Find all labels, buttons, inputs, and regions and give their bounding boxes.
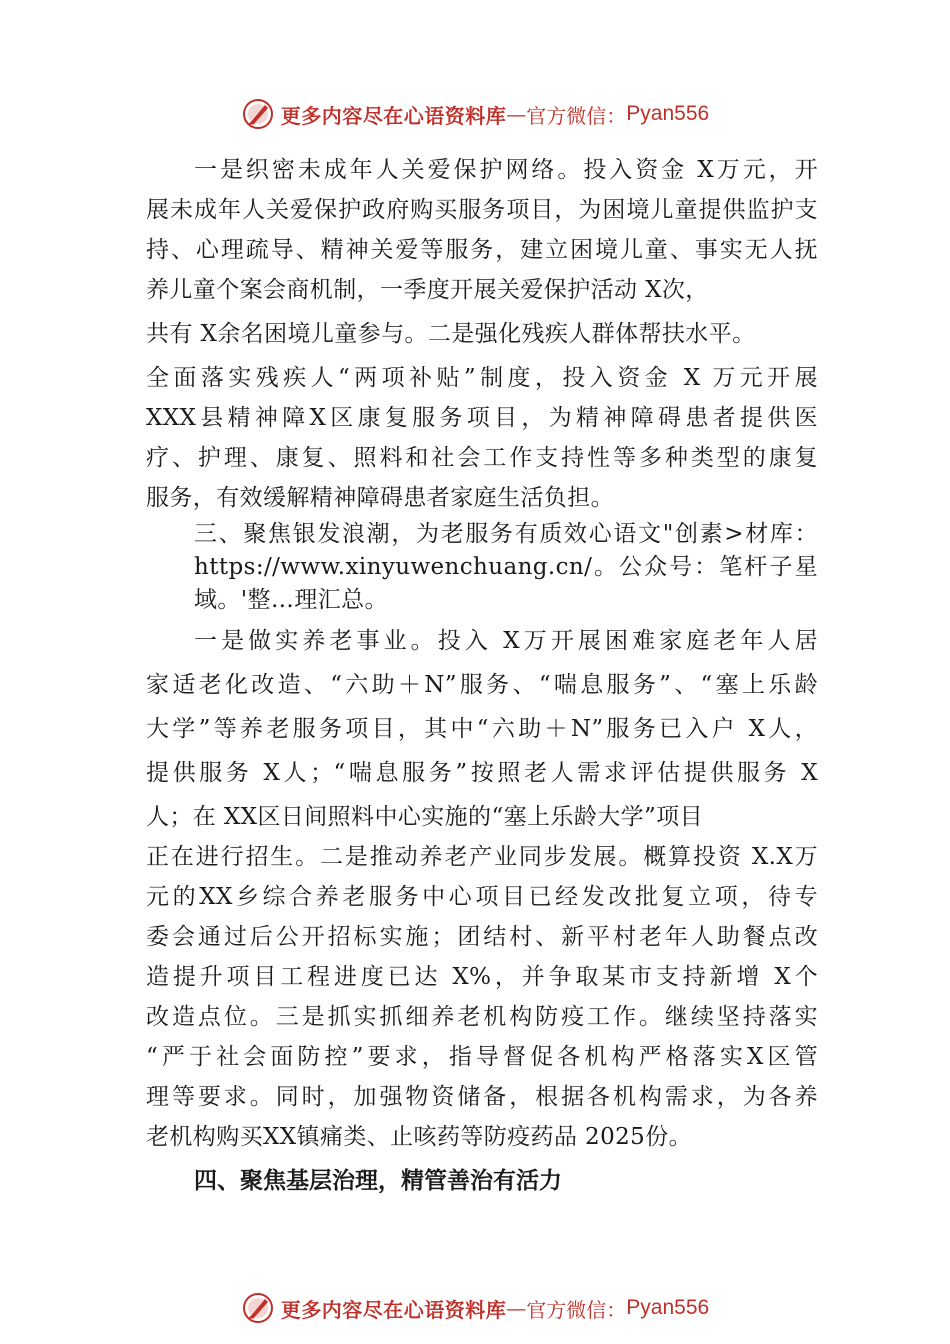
footer-banner — [0, 1288, 950, 1328]
text-line: 理等要求。同时，加强物资储备，根据各机构需求，为各养 — [146, 1084, 818, 1110]
banner-official-label: 官方微信： — [526, 103, 627, 128]
text-line: 家适老化改造、“六助＋N”服务、“喘息服务”、“塞上乐龄 — [146, 672, 818, 698]
header-banner — [0, 94, 950, 134]
paragraph-2 — [146, 518, 818, 617]
banner-brand: 更多内容尽在心语资料库 — [280, 1297, 507, 1322]
paragraph-1 — [146, 150, 818, 518]
text-line: 提供服务 X人；“喘息服务”按照老人需求评估提供服务 X — [146, 760, 818, 786]
link-line: https://www.xinyuwenchuang.cn/。公众号：笔杆子星 — [194, 554, 818, 580]
text-line: 共有 X余名困境儿童参与。二是强化残疾人群体帮扶水平。 — [146, 321, 756, 347]
text-line: 展未成年人关爱保护政府购买服务项目，为困境儿童提供监护支 — [146, 197, 818, 223]
text-line: 正在进行招生。二是推动养老产业同步发展。概算投资 X.X万 — [146, 844, 818, 870]
text-line: 一是织密未成年人关爱保护网络。投入资金 X万元，开 — [194, 157, 818, 183]
text-line: 持、心理疏导、精神关爱等服务，建立困境儿童、事实无人抚 — [146, 237, 818, 263]
text-line: “严于社会面防控”要求，指导督促各机构严格落实X区管 — [146, 1044, 818, 1070]
banner-separator: — — [506, 1296, 527, 1320]
text-line: 元的XX乡综合养老服务中心项目已经发改批复立项，待专 — [146, 884, 818, 910]
text-line: 委会通过后公开招标实施；团结村、新平村老年人助餐点改 — [146, 924, 818, 950]
banner-separator: — — [506, 102, 527, 126]
banner-wechat-id: Pyan556 — [626, 1296, 710, 1319]
document-body — [146, 150, 818, 1201]
banner-wechat-id: Pyan556 — [626, 102, 710, 125]
text-line: 老机构购买XX镇痛类、止咳药等防疫药品 2025份。 — [146, 1124, 692, 1150]
text-line: 人；在 XX区日间照料中心实施的“塞上乐龄大学”项目 — [146, 804, 703, 830]
quill-logo-icon — [241, 97, 275, 131]
text-line: 三、聚焦银发浪潮，为老服务有质效心语文"创素>材库： — [194, 521, 818, 547]
banner-brand: 更多内容尽在心语资料库 — [280, 103, 507, 128]
text-line: 改造点位。三是抓实抓细养老机构防疫工作。继续坚持落实 — [146, 1004, 818, 1030]
text-line: 养儿童个案会商机制，一季度开展关爱保护活动 X次， — [146, 277, 709, 303]
text-line: 大学”等养老服务项目，其中“六助＋N”服务已入户 X人， — [146, 716, 818, 742]
banner-official-label: 官方微信： — [526, 1297, 627, 1322]
section-heading: 四、聚焦基层治理，精管善治有活力 — [194, 1168, 562, 1194]
text-line: 一是做实养老事业。投入 X万开展困难家庭老年人居 — [194, 628, 818, 654]
text-line: 域。'整…理汇总。 — [194, 587, 388, 613]
text-line: 服务，有效缓解精神障碍患者家庭生活负担。 — [146, 485, 614, 511]
paragraph-3 — [146, 621, 818, 1157]
text-line: 疗、护理、康复、照料和社会工作支持性等多种类型的康复 — [146, 445, 818, 471]
quill-logo-icon — [241, 1291, 275, 1325]
text-line: XXX县精神障X区康复服务项目，为精神障碍患者提供医 — [146, 405, 818, 431]
text-line: 全面落实残疾人“两项补贴”制度，投入资金 X 万元开展 — [146, 365, 819, 391]
text-line: 造提升项目工程进度已达 X%，并争取某市支持新增 X个 — [146, 964, 818, 990]
